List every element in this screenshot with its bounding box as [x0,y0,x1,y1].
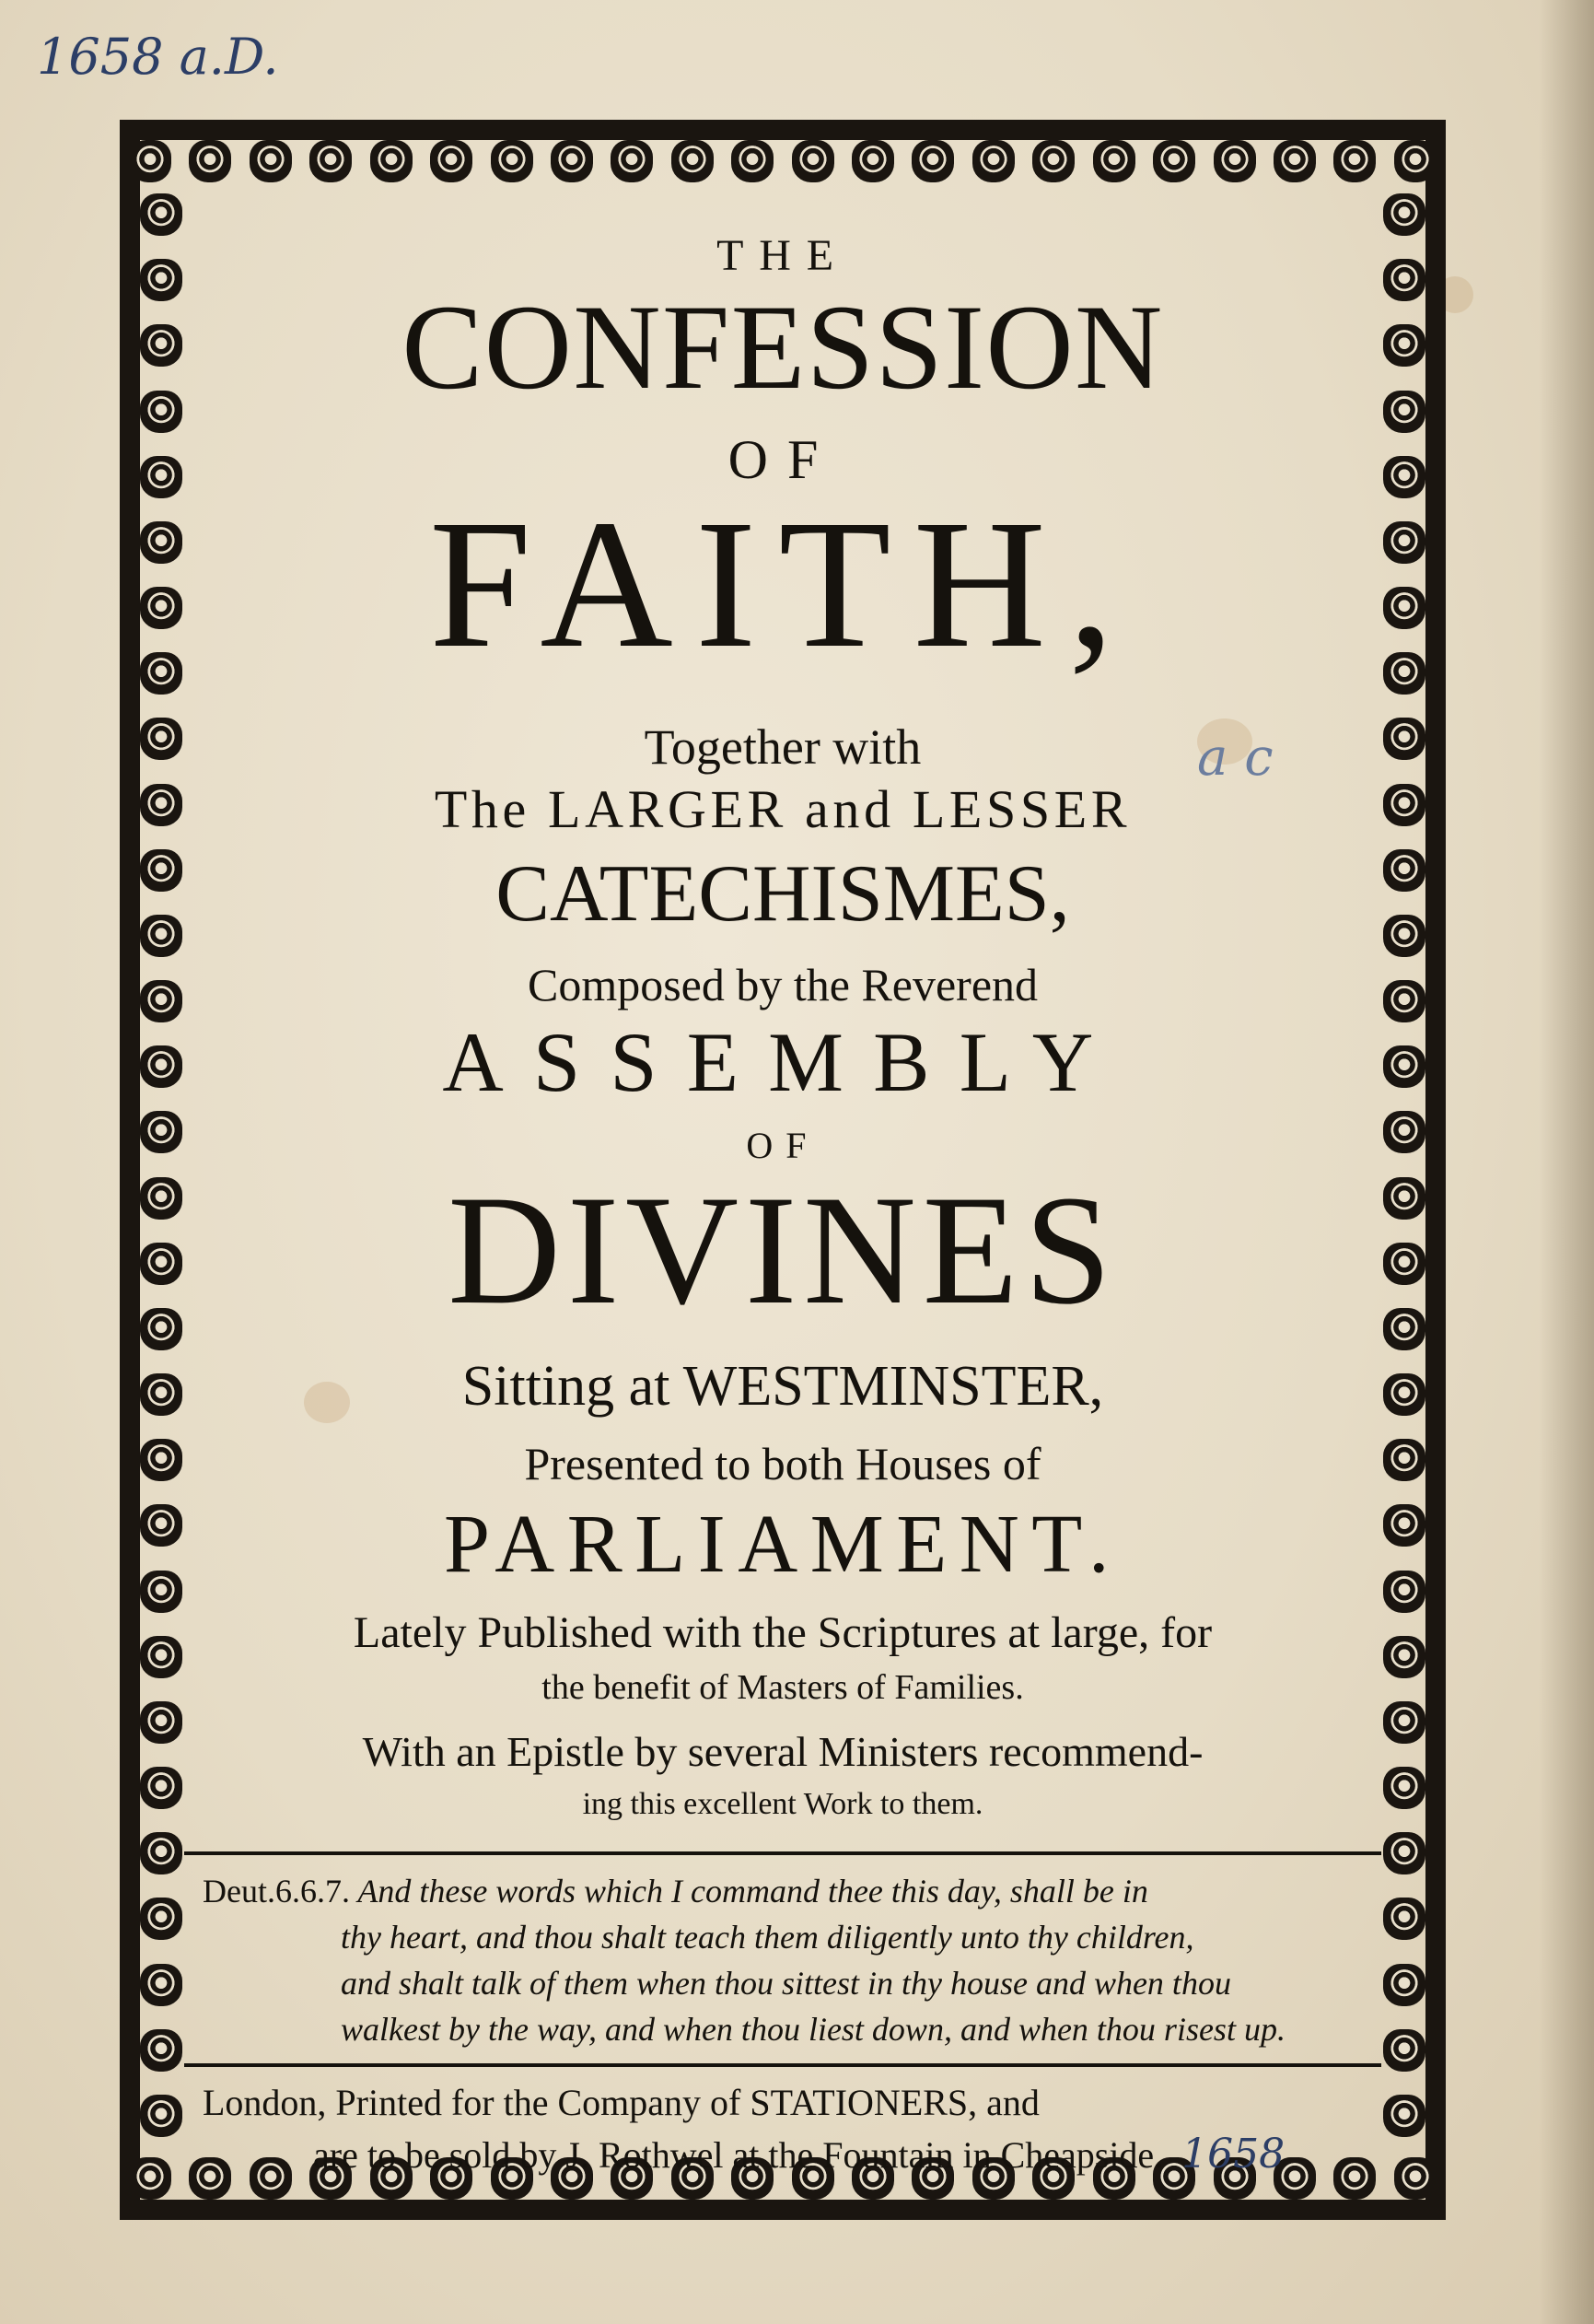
lately-published-1: Lately Published with the Scriptures at large, for [353,1608,1213,1657]
scripture-quote [203,1868,1363,2052]
ornament-icon [792,140,834,182]
ornament-column-right [1372,193,1437,2137]
ornament-row-top [129,129,1437,193]
ornament-icon [1333,140,1376,182]
ornament-icon [1383,1767,1425,1809]
epistle-2: ing this excellent Work to them. [582,1787,983,1821]
ornament-icon [140,1045,182,1088]
assembly: ASSEMBLY [442,1015,1123,1109]
ornament-icon [1383,259,1425,301]
ornament-icon [1383,1045,1425,1088]
ornament-icon [1383,849,1425,892]
ornament-icon [1383,324,1425,367]
ornament-icon [140,1177,182,1220]
scripture-text-1: And these words which I command thee this day, shall be in [357,1873,1148,1909]
imprint [203,2077,1363,2181]
ornament-icon [140,1439,182,1481]
ornament-icon [140,2029,182,2072]
ornament-icon [1383,1964,1425,2006]
ornament-icon [140,1767,182,1809]
ornament-icon [140,391,182,433]
ornament-icon [140,718,182,760]
ornament-icon [1383,456,1425,498]
ornament-icon [1383,587,1425,629]
title-of-2: OF [746,1125,820,1166]
ornament-icon [1383,1243,1425,1285]
ornament-icon [1383,391,1425,433]
imprint-line-2 [203,2129,1363,2181]
ornament-icon [852,140,894,182]
ornament-icon [1383,2029,1425,2072]
scripture-reference: Deut.6.6.7. [203,1873,350,1909]
ornament-icon [140,259,182,301]
ornament-icon [1383,2095,1425,2137]
ornament-icon [140,1373,182,1416]
ornament-icon [1383,1439,1425,1481]
title-the: THE [716,231,849,280]
composed-by: Composed by the Reverend [527,959,1039,1010]
ornament-icon [140,1111,182,1153]
ornament-icon [1383,521,1425,564]
ornament-icon [129,2157,171,2200]
ornament-icon [140,1964,182,2006]
ornament-icon [1394,140,1437,182]
larger-and-lesser: The LARGER and LESSER [434,779,1132,839]
epistle-1: With an Epistle by several Ministers recommend- [362,1728,1204,1775]
ornament-icon [189,140,231,182]
ornament-icon [1093,140,1135,182]
ornament-icon [1383,1373,1425,1416]
ornament-icon [140,324,182,367]
ornament-icon [1383,1504,1425,1547]
ornament-icon [1383,1177,1425,1220]
scripture-line-4: walkest by the way, and when thou liest down, and when thou risest up. [341,2011,1286,2048]
catechismes: CATECHISMES, [495,849,1070,939]
ornament-icon [1383,718,1425,760]
ornament-icon [140,1898,182,1940]
ornament-icon [140,1636,182,1678]
ornament-icon [129,140,171,182]
ornament-icon [1383,1308,1425,1350]
ornament-icon [1383,1111,1425,1153]
title-confession: CONFESSION [401,279,1164,415]
handwritten-date-note: 1658 a.D. [37,28,279,86]
ornament-icon [731,140,774,182]
ornament-icon [140,652,182,695]
ornament-icon [430,140,472,182]
lately-published-2: the benefit of Masters of Families. [541,1668,1024,1707]
ornament-icon [140,784,182,826]
ornament-icon [140,980,182,1022]
ornament-icon [1383,1832,1425,1874]
ornament-icon [1383,1701,1425,1744]
divider-rule-top [184,1851,1381,1855]
ornament-icon [140,849,182,892]
ornament-icon [140,587,182,629]
imprint-line-1: London, Printed for the Company of STATIONERS, and [203,2082,1040,2123]
ornament-icon [140,193,182,236]
ornament-icon [1383,1571,1425,1613]
ornament-icon [1153,140,1195,182]
ornament-icon [250,140,292,182]
title-of: OF [727,429,838,490]
presented-to-parliament: Presented to both Houses of [524,1438,1041,1489]
imprint-text-2: are to be sold by J. Rothwel at the Fountain in Cheapside. [313,2134,1164,2176]
ornament-icon [140,456,182,498]
ornament-icon [1383,1898,1425,1940]
ornament-icon [1383,193,1425,236]
scripture-line-2: thy heart, and thou shalt teach them diligently unto thy children, [341,1919,1194,1956]
title-faith: FAITH, [428,483,1137,686]
ornament-icon [140,1571,182,1613]
ornament-icon [140,1832,182,1874]
ornament-icon [140,521,182,564]
divider-rule-bottom [184,2063,1381,2067]
together-with: Together with [644,719,922,775]
parliament: PARLIAMENT. [443,1499,1123,1590]
ornament-icon [309,140,352,182]
ornament-icon [370,140,413,182]
ornament-icon [140,1308,182,1350]
sitting-at-westminster: Sitting at WESTMINSTER, [461,1355,1104,1418]
ornament-icon [140,1243,182,1285]
handwritten-year-note: 1658 [1181,2131,1286,2178]
ornament-icon [551,140,593,182]
title-content [184,193,1381,2178]
handwritten-margin-note: a c [1197,728,1274,788]
ornament-icon [140,1701,182,1744]
ornament-icon [671,140,714,182]
ornament-icon [1383,784,1425,826]
ornament-icon [1383,1636,1425,1678]
ornament-icon [1274,140,1316,182]
ornament-icon [1214,140,1256,182]
ornament-icon [611,140,653,182]
ornament-icon [491,140,533,182]
ornament-icon [912,140,954,182]
ornament-icon [140,1504,182,1547]
ornament-icon [1394,2157,1437,2200]
scripture-line-3: and shalt talk of them when thou sittest in thy house and when thou [341,1965,1231,2002]
ornament-icon [1383,915,1425,957]
scripture-line-1 [203,1868,1363,1914]
ornament-icon [140,915,182,957]
ornament-icon [972,140,1015,182]
page-edge-shadow [1539,0,1594,2324]
ornament-icon [140,2095,182,2137]
ornament-icon [1383,980,1425,1022]
divines: DIVINES [448,1163,1118,1337]
ornament-icon [1383,652,1425,695]
ornament-icon [1032,140,1075,182]
